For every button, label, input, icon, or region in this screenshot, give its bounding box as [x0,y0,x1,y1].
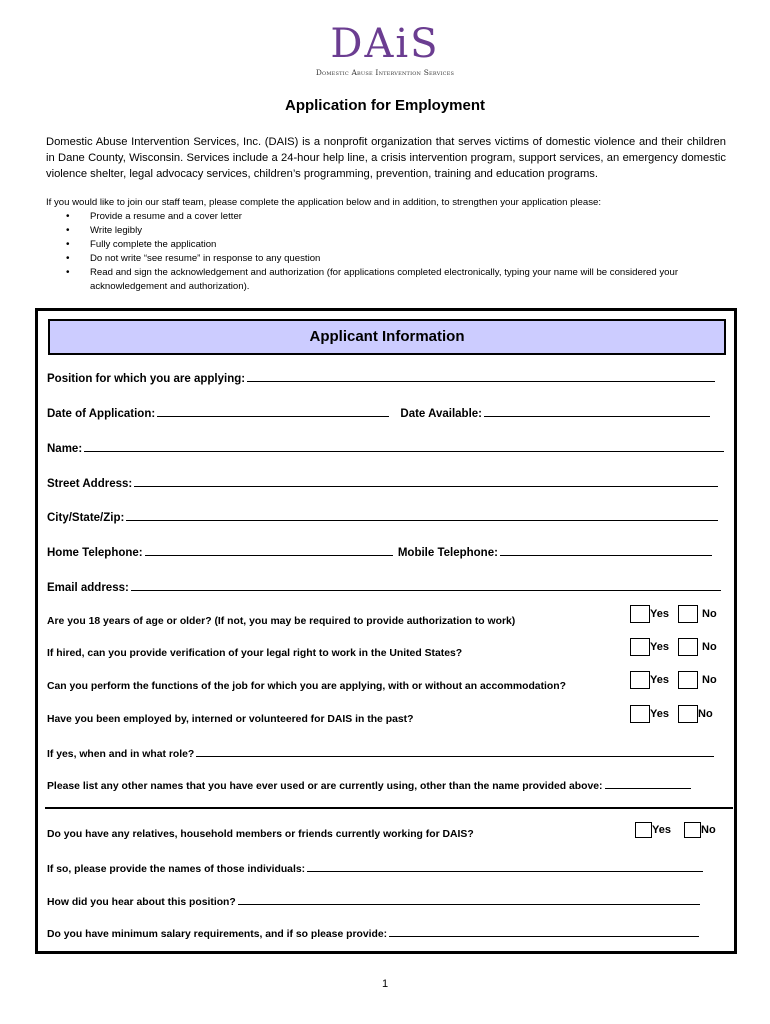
street-address-label: Street Address: [47,478,133,490]
relatives-options [635,822,722,838]
relatives-names-field[interactable] [307,861,703,872]
position-field[interactable] [247,371,715,382]
legal-right-question: If hired, can you provide verification of your legal right to work in the United States? [47,648,463,659]
yes-label: Yes [650,608,669,620]
city-row [47,510,718,524]
other-names-label: Please list any other names that you have ever used or are currently using, other than the name provided above: [47,781,603,792]
name-row [47,441,724,455]
mobile-telephone-label: Mobile Telephone: [397,547,498,559]
when-role-field[interactable] [196,746,714,757]
email-label: Email address: [47,582,129,594]
relatives-no-checkbox[interactable] [684,822,701,838]
email-row [47,580,721,594]
when-role-row [47,746,714,760]
relatives-names-label: If so, please provide the names of those individuals: [47,864,306,875]
street-address-field[interactable] [134,476,718,487]
when-role-label: If yes, when and in what role? [47,749,195,760]
telephone-row [47,545,712,559]
yes-label: Yes [650,708,669,720]
logo-subtitle: Domestic Abuse Intervention Services [315,68,455,77]
section-header-applicant-information: Applicant Information [48,319,726,355]
no-label: No [702,674,717,686]
job-functions-yes-checkbox[interactable] [630,671,650,689]
page-title: Application for Employment [284,97,485,114]
no-label: No [702,608,717,620]
job-functions-no-checkbox[interactable] [678,671,698,689]
applicant-form [35,308,737,954]
list-item: • Read and sign the acknowledgement and authorization (for applications completed electronically, typing your name will be considered your acknowledgement and authorization). [46,266,736,294]
yes-label: Yes [652,824,671,836]
relatives-question: Do you have any relatives, household members or friends currently working for DAIS? [47,829,474,840]
list-item: • Write legibly [46,224,736,238]
age-no-checkbox[interactable] [678,605,698,623]
join-text: If you would like to join our staff team, please complete the application below and in addition, to strengthen your application please: [46,197,602,208]
section-divider [45,807,733,809]
yes-label: Yes [650,641,669,653]
age-yes-checkbox[interactable] [630,605,650,623]
name-label: Name: [47,443,83,455]
dais-logo [300,22,470,77]
logo-wordmark: DAiS [330,21,440,67]
no-label: No [698,708,713,720]
prior-employment-no-checkbox[interactable] [678,705,698,723]
position-row [47,371,715,385]
hear-about-label: How did you hear about this position? [47,897,236,908]
name-field[interactable] [84,441,724,452]
prior-employment-yes-checkbox[interactable] [630,705,650,723]
date-available-field[interactable] [484,406,710,417]
salary-row [47,926,699,940]
date-available-label: Date Available: [400,408,482,420]
position-label: Position for which you are applying: [47,373,246,385]
instruction-list [46,210,736,294]
instructions [46,196,736,294]
city-state-zip-label: City/State/Zip: [47,512,125,524]
age-question: Are you 18 years of age or older? (If not, you may be required to provide authorization to work) [47,616,516,627]
street-row [47,476,718,490]
list-item: • Fully complete the application [46,238,736,252]
city-state-zip-field[interactable] [126,510,718,521]
salary-field[interactable] [389,926,699,937]
no-label: No [701,824,716,836]
list-item: • Provide a resume and a cover letter [46,210,736,224]
home-telephone-field[interactable] [145,545,393,556]
hear-about-field[interactable] [238,894,700,905]
other-names-row [47,778,691,792]
date-of-application-label: Date of Application: [47,408,156,420]
prior-employment-question: Have you been employed by, interned or volunteered for DAIS in the past? [47,714,414,725]
legal-right-options [630,638,723,656]
home-telephone-label: Home Telephone: [47,547,143,559]
relatives-yes-checkbox[interactable] [635,822,652,838]
yes-label: Yes [650,674,669,686]
date-of-application-field[interactable] [157,406,389,417]
job-functions-options [630,671,723,689]
no-label: No [702,641,717,653]
dates-row [47,406,710,420]
age-options [630,605,723,623]
email-field[interactable] [131,580,721,591]
relatives-names-row [47,861,703,875]
legal-right-yes-checkbox[interactable] [630,638,650,656]
legal-right-no-checkbox[interactable] [678,638,698,656]
salary-label: Do you have minimum salary requirements, and if so please provide: [47,929,388,940]
list-item: • Do not write “see resume” in response to any question [46,252,736,266]
mobile-telephone-field[interactable] [500,545,712,556]
job-functions-question: Can you perform the functions of the job for which you are applying, with or without an accommodation? [47,681,566,692]
prior-employment-options [630,705,719,723]
other-names-field[interactable] [605,778,691,789]
intro-paragraph: Domestic Abuse Intervention Services, Inc. (DAIS) is a nonprofit organization that serves victims of domestic violence and their children in Dane County, Wisconsin. Services include a 24-hour help line, a crisis intervention program, support services, an emergency domestic violence shelter, legal advocacy services, children’s programming, prevention, training and education programs. [46,136,726,180]
hear-about-row [47,894,700,908]
page-number: 1 [381,978,389,990]
